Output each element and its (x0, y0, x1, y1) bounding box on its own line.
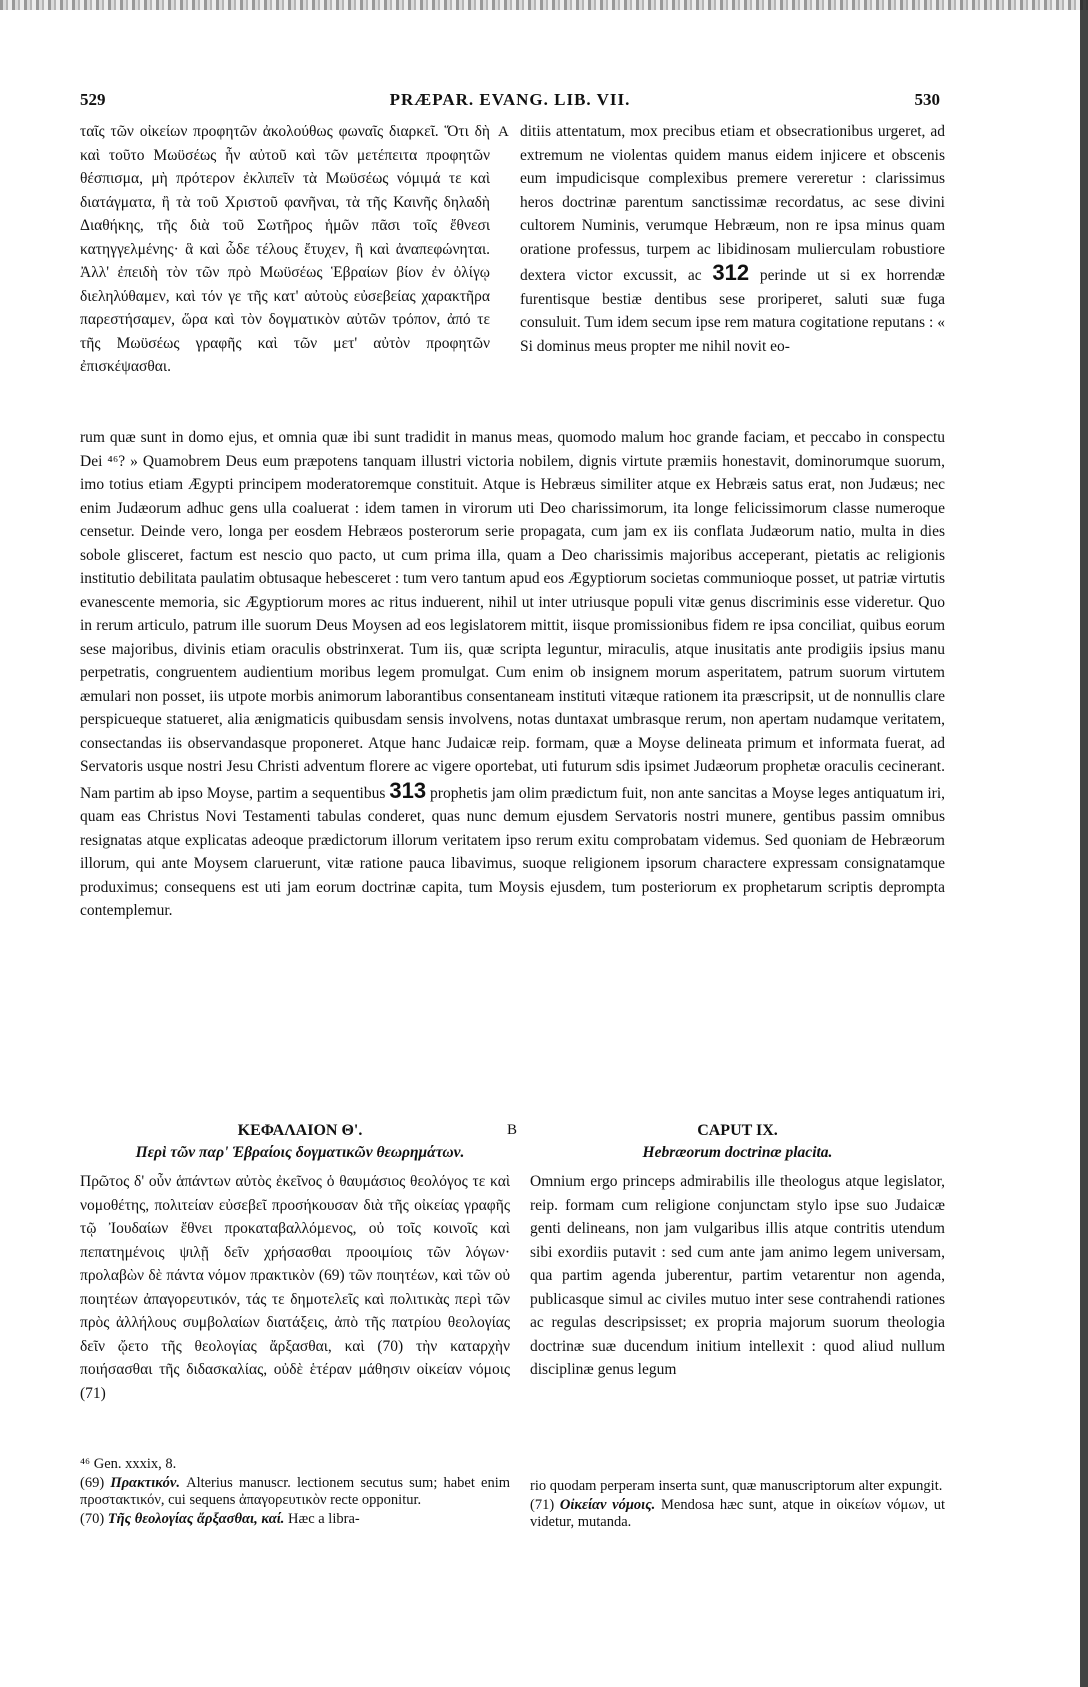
latin-column-bottom (530, 1170, 945, 1382)
chapter-heading-greek (80, 1122, 520, 1162)
scan-right-edge (1080, 0, 1088, 1687)
full-width-paragraph (80, 426, 945, 923)
full-text-after: prophetis jam olim prædictum fuit, non ante sancitas a Moyse leges antiquatum iri, quam eas Christus Novi Testamenti tabulas conderet, quas nunc demum ejusdem Servatoris nostri munere, gentibus passim omnibus resignatas atque explicatas adeoque prædictorum illorum veritatem ipso rerum exitu comprobatam videmus. Sed quoniam de Hebræorum illorum, qui ante Moysem claruerunt, vitæ ratione pauca libavimus, suoque religionem ipsorum charactere expressam consignatamque produximus; consequens est uti jam eorum doctrinæ capita, tum Moysis ejusdem, tum posteriorum ex prophetarum scriptis deprompta contemplemur. (80, 784, 946, 919)
footnote-69-word: Πρακτικόν. (110, 1475, 180, 1491)
column-marker-b: B (507, 1122, 518, 1138)
footnote-69-label: (69) (80, 1475, 105, 1491)
footnote-71-label: (71) (530, 1497, 555, 1513)
chapter-title-greek: ΚΕΦΑΛΑΙΟΝ Θ'. (237, 1122, 363, 1139)
page-header (80, 90, 940, 114)
latin-text-before: ditiis attentatum, mox precibus etiam et obsecrationibus urgeret, ad extremum ne violentas quidem manus eidem injicere et obscenis eum impudicisque complexibus premere vereretur : clarissimus heros doctrinæ parentum sanctissimæ recordatus, ac sese divini cultorem Numinis, verumque Hebræum, non re ipsa minus quam oratione professus, turpem ac libidinosam mulierculam robustiore dextera victor excussit, ac (520, 123, 945, 284)
greek-paragraph-top: ταῖς τῶν οἰκείων προφητῶν ἀκολούθως φωναῖς διαρκεῖ. Ὅτι δὴ καὶ τοῦτο Μωϋσέως ἦν αὐτοῦ καὶ τῶν μετέπειτα προφητῶν θέσπισμα, μὴ πρότερον ἐκλιπεῖν τὰ Μωϋσέως νόμιμά τε καὶ διατάγματα, ἢ τὰ τοῦ Χριστοῦ φανῆναι, τὰ τῆς Καινῆς δηλαδὴ Διαθήκης, τῆς διὰ τοῦ Σωτῆρος ἡμῶν πᾶσι τοῖς ἔθνεσι κατηγγελμένης· ἃ καὶ ὧδε τέλους ἔτυχεν, ἢ καὶ ἀναπεφώνηται. Ἀλλ' ἐπειδὴ τὸν τῶν πρὸ Μωϋσέως Ἑβραίων βίον ἐν ὀλίγῳ διεληλύθαμεν, καὶ τόν γε τῆς κατ' αὐτοὺς εὐσεβείας χαρακτῆρα παρεστήσαμεν, ὥρα καὶ τὸν δογματικὸν αὐτῶν τρόπον, ἀπό τε τῆς Μωϋσέως γραφῆς καὶ τῶν μετ' αὐτὸν προφητῶν ἐπισκέψασθαι. (80, 123, 490, 375)
greek-column-top (80, 120, 490, 379)
chapter-subtitle-greek: Περὶ τῶν παρ' Ἑβραίοις δογματικῶν θεωρημάτων. (135, 1144, 465, 1161)
footnote-71 (530, 1497, 945, 1531)
chapter-title-latin: CAPUT IX. (697, 1122, 778, 1139)
greek-paragraph-bottom: Πρῶτος δ' οὖν ἁπάντων αὐτὸς ἐκεῖνος ὁ θαυμάσιος θεολόγος τε καὶ νομοθέτης, πολιτείαν εὐσεβεῖ προσήκουσαν διὰ τῆς οἰκείας γραφῆς τῷ Ἰουδαίων ἔθνει προκαταβαλλόμενος, οὐ τοῖς κοινοῖς καὶ πεπατημένοις ψιλῇ δεῖν χρήσασθαι προοιμίοις τῶν λόγων· προλαβὼν δὲ πάντα νόμον πρακτικὸν (69) τῶν ποιητέων, καὶ τῶν οὐ ποιητέων ἀπαγορευτικόν, τάς τε δημοτελεῖς καὶ πολιτικὰς περὶ τῶν πρὸς ἀλλήλους συμβολαίων διατάξεις, ἀπὸ τῆς πατρίου θεολογίας δεῖν ᾤετο τῆς θεολογίας ἄρξασθαι, καὶ (70) τὴν καταρχὴν ποιήσασθαι τῆς διδασκαλίας, οὐδὲ ἑτέραν μάθησιν οἰκείαν νόμοις (71) (80, 1173, 510, 1402)
footnotes-left (80, 1456, 510, 1530)
page-number-right: 530 (914, 90, 940, 109)
chapter-heading-latin (530, 1122, 945, 1162)
footnote-70-word: Τῆς θεολογίας ἄρξασθαι, καί. (107, 1511, 285, 1527)
full-text-before: rum quæ sunt in domo ejus, et omnia quæ ibi sunt tradidit in manus meas, quomodo malum hoc grande faciam, et peccabo in conspectu Dei ⁴⁶? » Quamobrem Deus eum præpotens tanquam illustri victoria nobilem, dignis virtute præmiis honestavit, dominorumque suorum, imo totius etiam Ægypti principem moderatoremque constituit. Atque is Hebræus similiter atque ex Hebræis satus erat, non Judæus; nec enim Judæorum adhuc gens ulla coaluerat : idem tamen in virorum uti Deo charissimorum, ita longe felicissimorum classe numeroque censetur. Deinde vero, longa per eosdem Hebræos posterorum serie propagata, cum jam ex iis conflata Judæorum natio, multa in dies sobole glisceret, factum est nescio quo pacto, ut cum prima illa, quam a Deo charissimis majoribus acceperant, pietatis ac religionis institutio debilitata paulatim obtusaque hebesceret : tum vero tantum apud eos Ægyptiorum societas communioque posset, ut patriæ virtutis evanescente memoria, sic Ægyptiorum mores ac ritus induerent, nihil ut inter utriusque populi vitæ genus discriminis esse videretur. Quo in rerum articulo, patrum ille suorum Deus Moysen ad eos legislatorem mittit, iisque promissionibus fidem re ipsa conciliat, quibus eorum sese majoribus, divinis etiam oraculis obstrinxerat. Tum iis, quæ scripta leguntur, miraculis, atque inusitatis ante prodigiis ipsius manu perpetratis, congruentem audientium moribus legem promulgat. Cum enim ob insignem morum asperitatem, patrum suorum virtutem æmulari non posset, iis utpote morbis animorum laborantibus consentaneam instituti vitæque rationem ita præscripsit, ut de nonnullis clare perspicueque statueret, alia ænigmaticis quibusdam sensis involvens, notas duntaxat umbrasque rerum, non apertam nudamque veritatem, consectandas iis observandasque proponeret. Atque hanc Judaicæ reip. formam, quæ a Moyse delineata primum et informata fuerat, ad Servatoris usque nostri Jesu Christi adventum florere ac vigere oportebat, uti futurum sdis ipsimet Judæorum prophetæ oraculis cecinerant. Nam partim ab ipso Moyse, partim a sequentibus (80, 429, 945, 802)
scan-top-edge (0, 0, 1088, 10)
footnote-70-text: Hæc a libra- (288, 1511, 360, 1527)
chapter-subtitle-latin: Hebræorum doctrinæ placita. (642, 1144, 833, 1161)
greek-column-bottom (80, 1170, 510, 1405)
latin-paragraph-top (520, 120, 945, 358)
footnote-69-text: Alterius manuscr. lectionem secutus sum; habet enim προστακτικόν, cui sequens ἀπαγορευτικὸν recte opponitur. (80, 1475, 511, 1508)
footnotes-right (530, 1478, 945, 1533)
footnote-46: ⁴⁶ Gen. xxxix, 8. (80, 1456, 177, 1472)
footnote-70-label: (70) (80, 1511, 105, 1527)
latin-paragraph-bottom: Omnium ergo princeps admirabilis ille theologus atque legislator, reip. formam cum religione conjunctam stylo ipse suo Judaicæ genti delineans, non jam vulgaribus illis atque contritis utendum sibi exordiis putavit : sed cum ante jam animo legem universam, qua partim agenda juberentur, partim vetarentur non agenda, publicasque simul ac civiles mutuo inter sese contrahendi rationes ac regulas descripsisset; ex propria majorum suorum theologia doctrinæ suæ ducendum initium intellexit : quod aliud nullum disciplinæ genus legum (530, 1173, 945, 1378)
latin-column-top (520, 120, 945, 358)
footnote-69 (80, 1475, 510, 1509)
section-number-312: 312 (712, 260, 750, 285)
full-width-text (80, 426, 945, 923)
footnote-71-text: Mendosa hæc sunt, atque in οἰκείων νόμων, ut videtur, mutanda. (530, 1497, 946, 1530)
latin-text-after: perinde ut si ex horrendæ furentisque bestiæ dentibus sese proriperet, saluti suæ fuga consuluit. Tum idem secum ipse rem matura cogitatione reputans : « Si dominus meus propter me nihil novit eo- (520, 267, 945, 355)
section-number-313: 313 (389, 777, 427, 803)
footnote-70-continued: rio quodam perperam inserta sunt, quæ manuscriptorum alter expungit. (530, 1478, 943, 1494)
footnote-71-word: Οἰκείαν νόμοις. (559, 1497, 656, 1513)
running-head: PRÆPAR. EVANG. LIB. VII. (389, 90, 631, 109)
footnote-70 (80, 1511, 510, 1528)
page-number-left: 529 (80, 90, 106, 109)
column-marker-a: A (498, 124, 509, 140)
